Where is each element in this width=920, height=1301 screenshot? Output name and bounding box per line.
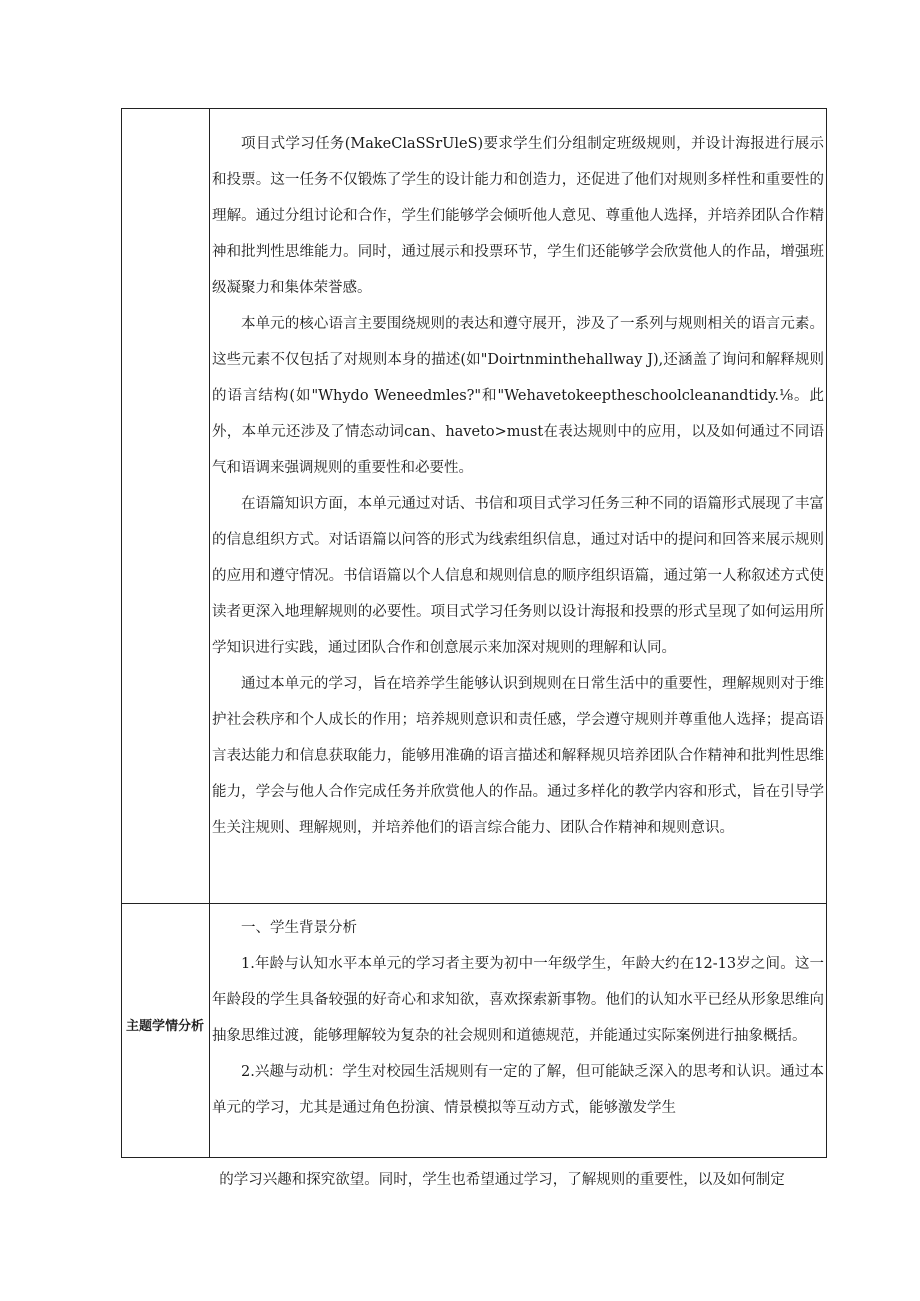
row-divider <box>121 903 827 904</box>
section-heading: 一、学生背景分析 <box>241 920 357 936</box>
learner-analysis-cell <box>212 910 824 1126</box>
paragraph: 通过本单元的学习，旨在培养学生能够认识到规则在日常生活中的重要性，理解规则对于维护社会秩序和个人成长的作用；培养规则意识和责任感，学会遵守规则并尊重他人选择；提高语言表达能力和信息获取能力，能够用准确的语言描述和解释规贝培养团队合作精神和批判性思维能力，学会与他人合作完成任务并欣赏他人的作品。通过多样化的教学内容和形式，旨在引导学生关注规则、理解规则，并培养他们的语言综合能力、团队合作精神和规则意识。 <box>212 676 824 836</box>
unit-analysis-cell <box>212 126 824 846</box>
row-label: 主题学情分析 <box>125 1019 204 1034</box>
continuation-text: 的学习兴趣和探究欲望。同时，学生也希望通过学习，了解规则的重要性，以及如何制定 <box>219 1172 785 1188</box>
paragraph: 项目式学习任务(MakeClaSSrUleS)要求学生们分组制定班级规则，并设计海报进行展示和投票。这一任务不仅锻炼了学生的设计能力和创造力，还促进了他们对规则多样性和重要性的理解。通过分组讨论和合作，学生们能够学会倾听他人意见、尊重他人选择，并培养团队合作精神和批判性思维能力。同时，通过展示和投票环节，学生们还能够学会欣赏他人的作品，增强班级凝聚力和集体荣誉感。 <box>212 136 824 296</box>
paragraph: 2.兴趣与动机：学生对校园生活规则有一定的了解，但可能缺乏深入的思考和认识。通过本单元的学习，尤其是通过角色扮演、情景模拟等互动方式，能够激发学生 <box>212 1064 824 1116</box>
paragraph: 本单元的核心语言主要围绕规则的表达和遵守展开，涉及了一系列与规则相关的语言元素。这些元素不仅包括了对规则本身的描述(如"Doirtnminthehallway J),还涵盖了询问和解释规则的语言结构(如"Whydo Weneedmles?"和"Wehavetokeeptheschoolcleanandtidy.⅛。此外，本单元还涉及了情态动词can、haveto>must在表达规则中的应用，以及如何通过不同语气和语调来强调规则的重要性和必要性。 <box>212 316 824 476</box>
paragraph: 在语篇知识方面，本单元通过对话、书信和项目式学习任务三种不同的语篇形式展现了丰富的信息组织方式。对话语篇以问答的形式为线索组织信息，通过对话中的提问和回答来展示规则的应用和遵守情况。书信语篇以个人信息和规则信息的顺序组织语篇，通过第一人称叙述方式使读者更深入地理解规则的必要性。项目式学习任务则以设计海报和投票的形式呈现了如何运用所学知识进行实践，通过团队合作和创意展示来加深对规则的理解和认同。 <box>212 496 824 656</box>
paragraph: 1.年龄与认知水平本单元的学习者主要为初中一年级学生，年龄大约在12-13岁之间。这一年龄段的学生具备较强的好奇心和求知欲，喜欢探索新事物。他们的认知水平已经从形象思维向抽象思维过渡，能够理解较为复杂的社会规则和道德规范，并能通过实际案例进行抽象概括。 <box>212 956 824 1044</box>
column-divider <box>209 108 210 1158</box>
